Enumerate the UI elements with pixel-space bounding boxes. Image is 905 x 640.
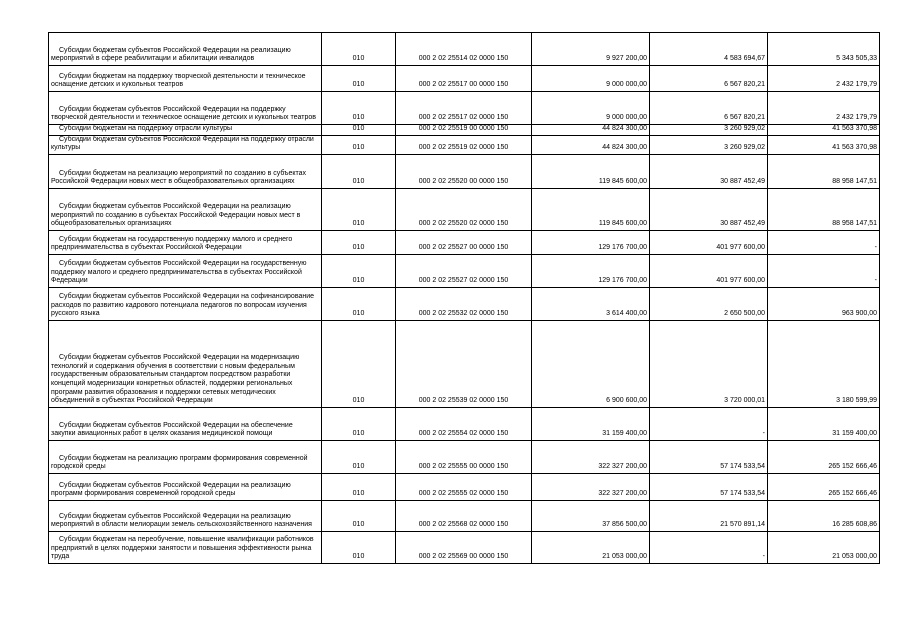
row-approved-cell-text: 322 327 200,00 [598, 463, 647, 471]
table-row [49, 125, 880, 136]
row-name-cell [49, 125, 322, 136]
row-approved-cell [532, 230, 650, 254]
row-executed-cell-text: 3 720 000,01 [724, 397, 765, 405]
row-executed-cell-text: 57 174 533,54 [720, 463, 765, 471]
row-remaining-cell [768, 287, 880, 320]
row-remaining-cell-text: 3 180 599,99 [836, 397, 877, 405]
row-approved-cell-text: 37 856 500,00 [602, 521, 647, 529]
row-code-cell [322, 473, 396, 500]
row-executed-cell [650, 531, 768, 563]
table-row [49, 473, 880, 500]
row-remaining-cell [768, 33, 880, 66]
row-kbk-cell-text: 000 2 02 25539 02 0000 150 [418, 397, 509, 405]
row-name-cell-text: Субсидии бюджетам субъектов Российской Федерации на государственную поддержку малого и среднего предпринимательства в субъектах Российской Федерации [51, 260, 307, 285]
row-remaining-cell [768, 320, 880, 407]
row-name-cell-text: Субсидии бюджетам на поддержку творческой деятельности и техническое оснащение детских и кукольных театров [51, 72, 306, 89]
row-name-cell [49, 254, 322, 287]
row-code-cell-text: 010 [352, 144, 365, 152]
row-executed-cell [650, 320, 768, 407]
row-remaining-cell [768, 407, 880, 440]
row-code-cell [322, 254, 396, 287]
row-executed-cell-text: - [762, 430, 765, 438]
row-kbk-cell-text: 000 2 02 25519 02 0000 150 [418, 144, 509, 152]
row-code-cell-text: 010 [352, 463, 365, 471]
row-kbk-cell [396, 92, 532, 125]
row-remaining-cell-text: - [874, 277, 877, 285]
table-row [49, 66, 880, 92]
table-row [49, 531, 880, 563]
row-kbk-cell [396, 230, 532, 254]
row-code-cell-text: 010 [352, 521, 365, 529]
row-approved-cell [532, 500, 650, 531]
row-kbk-cell [396, 287, 532, 320]
row-code-cell [322, 320, 396, 407]
row-name-cell [49, 500, 322, 531]
row-kbk-cell-text: 000 2 02 25514 02 0000 150 [418, 55, 509, 63]
row-executed-cell-text: 401 977 600,00 [716, 277, 765, 285]
row-kbk-cell [396, 135, 532, 154]
row-code-cell [322, 135, 396, 154]
row-name-cell-text: Субсидии бюджетам субъектов Российской Федерации на поддержку творческой деятельности и техническое оснащение детских и кукольных театров [51, 105, 316, 122]
row-kbk-cell-text: 000 2 02 25519 00 0000 150 [418, 125, 509, 132]
row-kbk-cell-text: 000 2 02 25517 02 0000 150 [418, 114, 509, 122]
row-kbk-cell-text: 000 2 02 25555 02 0000 150 [418, 490, 509, 498]
row-remaining-cell-text: 2 432 179,79 [836, 114, 877, 122]
row-remaining-cell-text: 21 053 000,00 [832, 553, 877, 561]
table-row [49, 254, 880, 287]
row-code-cell-text: 010 [352, 178, 365, 186]
row-executed-cell [650, 473, 768, 500]
row-kbk-cell-text: 000 2 02 25555 00 0000 150 [418, 463, 509, 471]
row-approved-cell [532, 154, 650, 188]
row-approved-cell-text: 129 176 700,00 [598, 277, 647, 285]
row-code-cell [322, 66, 396, 92]
row-code-cell [322, 287, 396, 320]
row-approved-cell [532, 473, 650, 500]
row-remaining-cell [768, 125, 880, 136]
row-remaining-cell-text: 88 958 147,51 [832, 220, 877, 228]
row-kbk-cell [396, 254, 532, 287]
row-executed-cell-text: 4 583 694,67 [724, 55, 765, 63]
row-code-cell [322, 500, 396, 531]
row-approved-cell-text: 129 176 700,00 [598, 244, 647, 252]
table-row [49, 92, 880, 125]
row-name-cell-text: Субсидии бюджетам на поддержку отрасли культуры [59, 125, 233, 132]
table-row [49, 188, 880, 230]
row-code-cell [322, 440, 396, 473]
row-approved-cell [532, 188, 650, 230]
table-row [49, 500, 880, 531]
row-approved-cell-text: 119 845 600,00 [598, 178, 647, 186]
row-approved-cell-text: 9 927 200,00 [606, 55, 647, 63]
row-approved-cell [532, 287, 650, 320]
table-row [49, 320, 880, 407]
row-name-cell-text: Субсидии бюджетам субъектов Российской Федерации на поддержку отрасли культуры [51, 135, 314, 152]
row-code-cell [322, 407, 396, 440]
row-executed-cell [650, 407, 768, 440]
row-executed-cell-text: 30 887 452,49 [720, 220, 765, 228]
row-name-cell-text: Субсидии бюджетам субъектов Российской Федерации на модернизацию технологий и содержания обучения в соответствии с новым федеральным государственным образовательным стандартом посредством разработки концепций модернизации конкретных областей, поддержки региональных программ развития образования и поддержки сетевых методических объединений в субъектах Российской Федерации [51, 354, 300, 405]
budget-execution-table [48, 32, 880, 564]
row-name-cell-text: Субсидии бюджетам на реализацию программ формирования современной городской среды [51, 454, 308, 471]
row-executed-cell [650, 92, 768, 125]
row-kbk-cell-text: 000 2 02 25569 00 0000 150 [418, 553, 509, 561]
row-approved-cell-text: 3 614 400,00 [606, 310, 647, 318]
row-kbk-cell [396, 320, 532, 407]
row-approved-cell [532, 440, 650, 473]
table-row [49, 135, 880, 154]
row-executed-cell-text: - [762, 553, 765, 561]
row-name-cell [49, 407, 322, 440]
row-name-cell [49, 135, 322, 154]
row-name-cell-text: Субсидии бюджетам на государственную поддержку малого и среднего предпринимательства в субъектах Российской Федерации [51, 235, 293, 252]
row-kbk-cell [396, 500, 532, 531]
row-kbk-cell [396, 154, 532, 188]
table-row [49, 440, 880, 473]
row-approved-cell [532, 33, 650, 66]
row-executed-cell [650, 230, 768, 254]
row-code-cell [322, 33, 396, 66]
row-name-cell-text: Субсидии бюджетам субъектов Российской Федерации на реализацию мероприятий по созданию в субъектах Российской Федерации новых мест в общеобразовательных организациях [51, 203, 301, 228]
row-code-cell [322, 230, 396, 254]
row-kbk-cell-text: 000 2 02 25568 02 0000 150 [418, 521, 509, 529]
row-kbk-cell-text: 000 2 02 25527 00 0000 150 [418, 244, 509, 252]
row-code-cell-text: 010 [352, 277, 365, 285]
row-kbk-cell-text: 000 2 02 25554 02 0000 150 [418, 430, 509, 438]
row-remaining-cell-text: 31 159 400,00 [832, 430, 877, 438]
row-remaining-cell-text: 88 958 147,51 [832, 178, 877, 186]
row-remaining-cell [768, 500, 880, 531]
row-approved-cell [532, 320, 650, 407]
row-executed-cell [650, 66, 768, 92]
row-remaining-cell [768, 473, 880, 500]
row-remaining-cell [768, 254, 880, 287]
row-code-cell [322, 125, 396, 136]
row-kbk-cell [396, 531, 532, 563]
row-executed-cell [650, 154, 768, 188]
row-code-cell-text: 010 [352, 55, 365, 63]
row-approved-cell [532, 92, 650, 125]
row-name-cell-text: Субсидии бюджетам субъектов Российской Федерации на обеспечение закупки авиационных работ в целях оказания медицинской помощи [51, 421, 293, 438]
row-executed-cell-text: 2 650 500,00 [724, 310, 765, 318]
row-remaining-cell [768, 154, 880, 188]
row-kbk-cell [396, 33, 532, 66]
table-row [49, 407, 880, 440]
row-remaining-cell [768, 66, 880, 92]
row-name-cell [49, 320, 322, 407]
row-executed-cell-text: 6 567 820,21 [724, 81, 765, 89]
row-executed-cell [650, 125, 768, 136]
row-remaining-cell [768, 135, 880, 154]
row-remaining-cell-text: 16 285 608,86 [832, 521, 877, 529]
row-executed-cell-text: 401 977 600,00 [716, 244, 765, 252]
row-code-cell-text: 010 [352, 310, 365, 318]
row-remaining-cell-text: 963 900,00 [841, 310, 877, 318]
row-remaining-cell [768, 230, 880, 254]
table-row [49, 230, 880, 254]
row-executed-cell-text: 21 570 891,14 [720, 521, 765, 529]
row-name-cell [49, 440, 322, 473]
row-name-cell [49, 473, 322, 500]
row-approved-cell-text: 119 845 600,00 [598, 220, 647, 228]
row-name-cell-text: Субсидии бюджетам субъектов Российской Федерации на реализацию программ формирования современной городской среды [51, 481, 291, 498]
row-kbk-cell-text: 000 2 02 25520 00 0000 150 [418, 178, 509, 186]
row-approved-cell-text: 9 000 000,00 [606, 114, 647, 122]
row-name-cell [49, 92, 322, 125]
row-code-cell-text: 010 [352, 430, 365, 438]
row-executed-cell-text: 30 887 452,49 [720, 178, 765, 186]
row-name-cell-text: Субсидии бюджетам на переобучение, повышение квалификации работников предприятий в целях поддержки занятости и повышения эффективности рынка труда [51, 536, 314, 561]
row-name-cell-text: Субсидии бюджетам на реализацию мероприятий по созданию в субъектах Российской Федерации новых мест в общеобразовательных организациях [51, 169, 307, 186]
row-remaining-cell [768, 188, 880, 230]
row-approved-cell [532, 407, 650, 440]
row-kbk-cell-text: 000 2 02 25517 00 0000 150 [418, 81, 509, 89]
row-remaining-cell [768, 92, 880, 125]
row-name-cell-text: Субсидии бюджетам субъектов Российской Федерации на софинансирование расходов по развитию кадрового потенциала педагогов по вопросам изучения русского языка [51, 293, 315, 318]
row-code-cell-text: 010 [352, 490, 365, 498]
row-name-cell [49, 287, 322, 320]
row-kbk-cell [396, 66, 532, 92]
row-code-cell [322, 531, 396, 563]
row-remaining-cell-text: 265 152 666,46 [828, 490, 877, 498]
row-name-cell-text: Субсидии бюджетам субъектов Российской Федерации на реализацию мероприятий в сфере реабилитации и абилитации инвалидов [51, 46, 291, 63]
row-remaining-cell-text: 265 152 666,46 [828, 463, 877, 471]
row-name-cell-text: Субсидии бюджетам субъектов Российской Федерации на реализацию мероприятий в области мелиорации земель сельскохозяйственного назначения [51, 512, 312, 529]
row-kbk-cell [396, 188, 532, 230]
row-kbk-cell-text: 000 2 02 25532 02 0000 150 [418, 310, 509, 318]
row-code-cell-text: 010 [352, 81, 365, 89]
row-remaining-cell-text: 41 563 370,98 [832, 125, 877, 132]
row-approved-cell [532, 125, 650, 136]
row-code-cell-text: 010 [352, 397, 365, 405]
row-executed-cell-text: 3 260 929,02 [724, 125, 765, 132]
row-kbk-cell [396, 407, 532, 440]
row-kbk-cell-text: 000 2 02 25527 02 0000 150 [418, 277, 509, 285]
row-name-cell [49, 33, 322, 66]
row-approved-cell-text: 9 000 000,00 [606, 81, 647, 89]
row-name-cell [49, 66, 322, 92]
row-code-cell-text: 010 [352, 220, 365, 228]
row-name-cell [49, 188, 322, 230]
table-row [49, 287, 880, 320]
row-approved-cell-text: 31 159 400,00 [602, 430, 647, 438]
row-kbk-cell [396, 440, 532, 473]
row-executed-cell [650, 287, 768, 320]
row-executed-cell [650, 254, 768, 287]
row-approved-cell [532, 135, 650, 154]
row-code-cell-text: 010 [352, 125, 365, 132]
row-executed-cell [650, 33, 768, 66]
row-name-cell [49, 531, 322, 563]
row-code-cell-text: 010 [352, 553, 365, 561]
row-approved-cell-text: 44 824 300,00 [602, 144, 647, 152]
row-approved-cell-text: 21 053 000,00 [602, 553, 647, 561]
row-remaining-cell [768, 440, 880, 473]
row-kbk-cell-text: 000 2 02 25520 02 0000 150 [418, 220, 509, 228]
row-executed-cell [650, 135, 768, 154]
row-code-cell-text: 010 [352, 244, 365, 252]
row-code-cell-text: 010 [352, 114, 365, 122]
row-kbk-cell [396, 473, 532, 500]
row-approved-cell-text: 44 824 300,00 [602, 125, 647, 132]
table-body [49, 33, 880, 564]
row-kbk-cell [396, 125, 532, 136]
row-code-cell [322, 188, 396, 230]
row-executed-cell [650, 500, 768, 531]
row-remaining-cell-text: 2 432 179,79 [836, 81, 877, 89]
row-executed-cell [650, 440, 768, 473]
row-remaining-cell [768, 531, 880, 563]
row-approved-cell [532, 254, 650, 287]
row-name-cell [49, 154, 322, 188]
row-executed-cell [650, 188, 768, 230]
row-executed-cell-text: 3 260 929,02 [724, 144, 765, 152]
row-remaining-cell-text: 5 343 505,33 [836, 55, 877, 63]
row-name-cell [49, 230, 322, 254]
table-row [49, 154, 880, 188]
row-approved-cell [532, 66, 650, 92]
table-row [49, 33, 880, 66]
row-executed-cell-text: 57 174 533,54 [720, 490, 765, 498]
row-code-cell [322, 154, 396, 188]
row-remaining-cell-text: - [874, 244, 877, 252]
row-approved-cell-text: 6 900 600,00 [606, 397, 647, 405]
row-approved-cell-text: 322 327 200,00 [598, 490, 647, 498]
row-code-cell [322, 92, 396, 125]
row-executed-cell-text: 6 567 820,21 [724, 114, 765, 122]
row-approved-cell [532, 531, 650, 563]
row-remaining-cell-text: 41 563 370,98 [832, 144, 877, 152]
